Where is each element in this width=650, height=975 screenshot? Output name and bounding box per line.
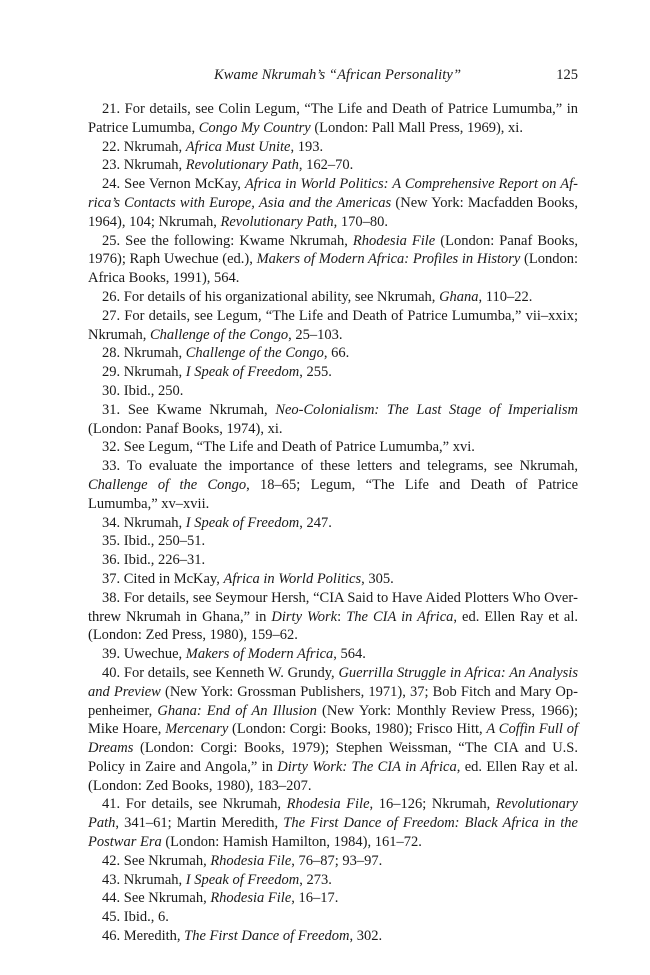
endnote — [88, 307, 578, 345]
endnote-number: 26. — [102, 288, 121, 305]
endnote-text: See Nkrumah, — [123, 890, 211, 907]
endnote-text: , 247. — [299, 514, 332, 531]
endnote — [88, 908, 578, 927]
endnote-number: 37. — [102, 570, 121, 587]
endnote-number: 41. — [102, 796, 121, 813]
endnote-title: Challenge of the Congo — [88, 476, 247, 493]
endnote-text: , 162–70. — [298, 157, 354, 174]
endnote-title: Rhodesia File — [210, 852, 292, 869]
endnote-title: A Coffin Full of Dreams — [88, 721, 579, 757]
endnote-text: , 16–17. — [291, 890, 339, 907]
endnote-text: , 76–87; 93–97. — [291, 852, 383, 869]
endnote-text: , 193. — [290, 138, 324, 155]
endnote-title: Ghana: End of An Illusion — [157, 702, 317, 719]
endnote-number: 40. — [102, 664, 121, 681]
endnote-number: 45. — [102, 909, 121, 926]
endnote-text: Nkrumah, — [123, 364, 186, 381]
endnote-text: , ed. Ellen Ray et al. (London: Zed Books, 1980), 183–207. — [88, 758, 579, 794]
endnote-number: 23. — [102, 157, 121, 174]
endnote-number: 30. — [102, 382, 121, 399]
endnote — [88, 645, 578, 664]
endnote-number: 22. — [102, 138, 121, 155]
endnote-text: (New York: Monthly Review Press, 1966); Mike Hoare, — [88, 702, 578, 738]
endnote — [88, 795, 578, 851]
endnote-title: Challenge of the Congo — [150, 326, 289, 343]
endnote-text: For details, see Kenneth W. Grundy, — [123, 664, 339, 681]
endnote-title: Africa Must Unite — [185, 138, 291, 155]
endnote-number: 46. — [102, 928, 121, 945]
endnote-text: , 18–65; Legum, “The Life and Death of Patrice Lumumba,” xv–xvii. — [88, 476, 579, 512]
endnote-text: Nkrumah, — [123, 514, 186, 531]
endnote-text: Ibid., 226–31. — [123, 552, 206, 569]
endnote-number: 34. — [102, 514, 121, 531]
endnote-text: (London: Pall Mall Press, 1969), xi. — [310, 119, 523, 136]
endnote-number: 29. — [102, 364, 121, 381]
endnote-text: , 170–80. — [333, 213, 389, 230]
endnote-text: , 273. — [299, 871, 332, 888]
endnote — [88, 363, 578, 382]
endnote-title: Revolutionary Path — [220, 213, 334, 230]
page-number: 125 — [556, 67, 578, 83]
endnote-title: The CIA in Africa — [346, 608, 454, 625]
endnote — [88, 100, 578, 138]
endnote-title: Dirty Work: The CIA in Africa — [277, 758, 457, 775]
endnote-text: Cited in McKay, — [123, 570, 224, 587]
endnote-text: Ibid., 250–51. — [123, 533, 206, 550]
running-head: Kwame Nkrumah’s “African Personality” — [214, 67, 462, 83]
endnote-number: 24. — [102, 176, 121, 193]
endnote-text: Nkrumah, — [123, 871, 186, 888]
endnote — [88, 889, 578, 908]
endnote — [88, 232, 578, 288]
endnote-title: Rhodesia File — [286, 796, 370, 813]
endnote-text: (London: Panaf Books, 1976); Raph Uwechue (ed.), — [88, 232, 579, 268]
endnote-text: For details, see Nkrumah, — [125, 796, 287, 813]
endnote-text: , 564. — [333, 646, 366, 663]
endnote-text: For details of his organizational ability, see Nkrumah, — [123, 288, 440, 305]
endnote — [88, 852, 578, 871]
endnote-text: (London: Panaf Books, 1974), xi. — [88, 420, 283, 437]
endnote-text: Nkrumah, — [123, 345, 186, 362]
endnote — [88, 344, 578, 363]
endnote-number: 42. — [102, 852, 121, 869]
endnote-text: See Legum, “The Life and Death of Patrice Lumumba,” xvi. — [123, 439, 475, 456]
endnote — [88, 382, 578, 401]
endnote-title: I Speak of Freedom — [185, 364, 300, 381]
endnote-text: See the following: Kwame Nkrumah, — [125, 232, 353, 249]
endnote-text: See Vernon McKay, — [124, 176, 245, 193]
endnote-text: Nkrumah, — [123, 157, 186, 174]
endnote-title: Challenge of the Congo — [185, 345, 324, 362]
endnote-number: 38. — [102, 589, 121, 606]
endnote-title: Africa in World Politics: A Comprehensive Report on Africa’s Contacts with Europe, Asia and the Americas — [88, 176, 578, 211]
endnote-title: Rhodesia File — [352, 232, 436, 249]
endnote-title: I Speak of Freedom — [185, 871, 300, 888]
endnote — [88, 401, 578, 439]
endnote-text: Ibid., 250. — [123, 382, 184, 399]
endnote-text: , 341–61; Martin Meredith, — [115, 815, 284, 832]
endnote — [88, 156, 578, 175]
endnote-text: To evaluate the importance of these letters and telegrams, see Nkrumah, — [126, 458, 578, 475]
endnote-title: Africa in World Politics — [223, 570, 362, 587]
endnote-title: Neo-Colonialism: The Last Stage of Imperialism — [275, 401, 579, 418]
endnote-text: , 66. — [323, 345, 350, 362]
endnote-text: (London: Hamish Hamilton, 1984), 161–72. — [161, 834, 422, 851]
endnote-text: , ed. Ellen Ray et al. (London: Zed Press, 1980), 159–62. — [88, 608, 578, 644]
endnote — [88, 589, 578, 645]
endnote-title: Makers of Modern Africa: Profiles in History — [256, 251, 521, 268]
endnote-text: For details, see Legum, “The Life and Death of Patrice Lumumba,” vii–xxix; Nkrumah, — [88, 307, 578, 343]
endnote-number: 31. — [102, 401, 121, 418]
endnote-text: Meredith, — [123, 928, 185, 945]
endnote-number: 39. — [102, 646, 121, 663]
endnote-number: 27. — [102, 307, 121, 324]
endnote — [88, 664, 578, 796]
endnote — [88, 288, 578, 307]
endnote-text: For details, see Colin Legum, “The Life and Death of Patrice Lumumba,” in Patrice Lumumba, — [88, 101, 578, 136]
endnote-number: 35. — [102, 533, 121, 550]
endnote-title: Revolutionary Path — [185, 157, 299, 174]
endnote-title: Guerrilla Struggle in Africa: An Analysis and Preview — [88, 664, 578, 700]
endnote-title: Ghana — [439, 288, 479, 305]
endnote-text: , 110–22. — [478, 288, 533, 305]
endnote-text: (New York: Grossman Publishers, 1971), 37; Bob Fitch and Mary Oppenheimer, — [88, 683, 578, 719]
endnote — [88, 175, 578, 231]
endnote-text: , 302. — [349, 928, 383, 945]
endnote-number: 33. — [102, 458, 121, 475]
endnote-title: Congo My Country — [198, 119, 311, 136]
page-header — [88, 67, 578, 87]
endnotes-list — [88, 100, 578, 946]
endnote-title: The First Dance of Freedom — [184, 928, 350, 945]
endnote-text: (London: Africa Books, 1991), 564. — [88, 251, 579, 287]
endnote-text: , 255. — [299, 364, 332, 381]
endnote-number: 36. — [102, 552, 121, 569]
endnote — [88, 871, 578, 890]
endnote-text: , 16–126; Nkrumah, — [369, 796, 496, 813]
endnote-text: (London: Corgi: Books, 1980); Frisco Hitt, — [228, 721, 487, 738]
endnote-title: Mercenary — [165, 721, 229, 738]
endnote-number: 21. — [102, 101, 121, 117]
endnote-text: Ibid., 6. — [123, 909, 169, 926]
endnote-text: : — [337, 608, 347, 625]
endnote — [88, 570, 578, 589]
endnote-title: Revolutionary Path — [88, 796, 578, 832]
endnote-number: 44. — [102, 890, 121, 907]
endnote-number: 28. — [102, 345, 121, 362]
endnote-text: (New York: Macfadden Books, 1964), 104; Nkrumah, — [88, 194, 578, 230]
endnote — [88, 551, 578, 570]
endnote-text: See Nkrumah, — [123, 852, 211, 869]
endnote-number: 25. — [102, 232, 121, 249]
endnote-title: Dirty Work — [271, 608, 338, 625]
endnote-number: 32. — [102, 439, 121, 456]
endnote — [88, 438, 578, 457]
endnote-text: , 305. — [361, 570, 394, 587]
endnote-text: For details, see Seymour Hersh, “CIA Said to Have Aided Plotters Who Overthrew Nkrumah in Ghana,” in — [88, 589, 579, 625]
endnote-text: , 25–103. — [288, 326, 343, 343]
endnote-text: See Kwame Nkrumah, — [127, 401, 276, 418]
endnote-text: Uwechue, — [123, 646, 186, 663]
endnote — [88, 138, 578, 157]
endnote-title: I Speak of Freedom — [185, 514, 300, 531]
endnote-text: (London: Corgi: Books, 1979); Stephen Weissman, “The CIA and U.S. Policy in Zaire and Angola,” in — [88, 740, 578, 775]
endnote — [88, 927, 578, 946]
endnote — [88, 457, 578, 513]
endnote — [88, 532, 578, 551]
endnote-number: 43. — [102, 871, 121, 888]
endnote-title: The First Dance of Freedom: Black Africa in the Postwar Era — [88, 815, 578, 851]
endnote-text: Nkrumah, — [123, 138, 186, 155]
endnote-title: Rhodesia File — [210, 890, 292, 907]
endnote-title: Makers of Modern Africa — [185, 646, 334, 663]
endnote — [88, 514, 578, 533]
